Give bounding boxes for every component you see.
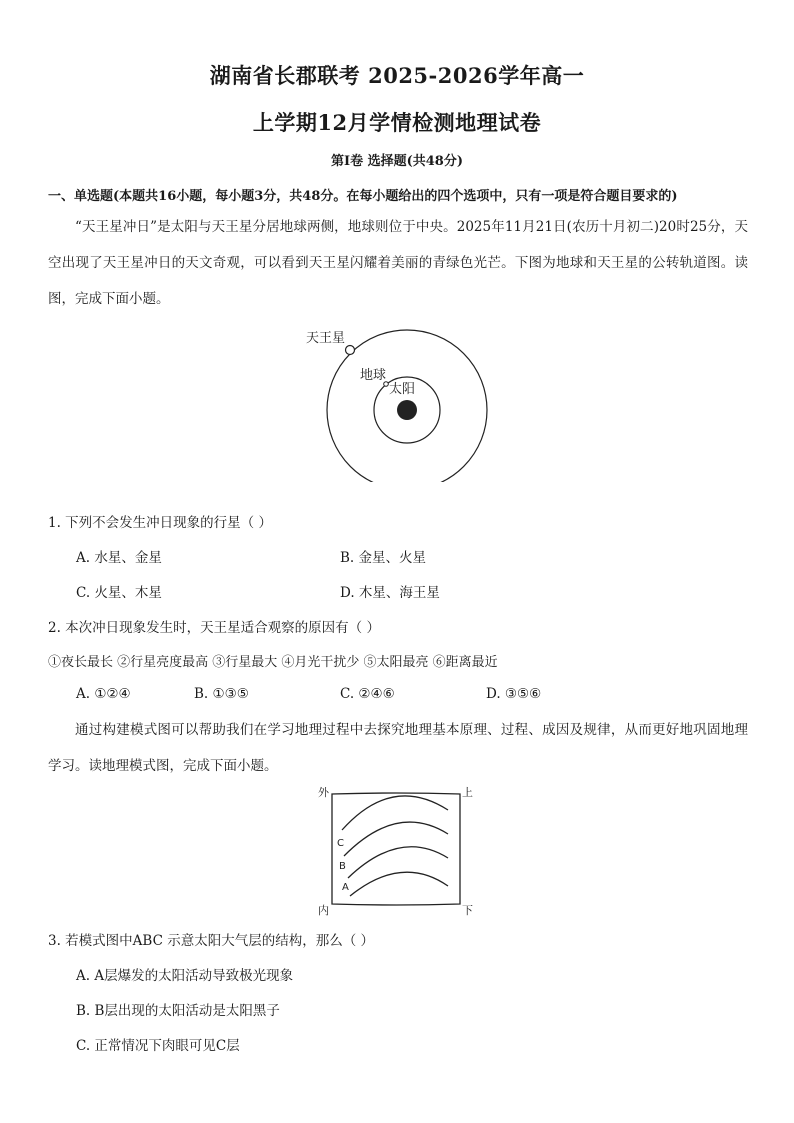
q1-option-c[interactable]: C. 火星、木星 <box>76 585 162 601</box>
question-1-stem: 1. 下列不会发生冲日现象的行星（ ） <box>48 515 272 531</box>
q1-option-d[interactable]: D. 木星、海王星 <box>340 585 440 601</box>
q2-option-a[interactable]: A. ①②④ <box>76 686 131 702</box>
passage-model-diagram: 通过构建模式图可以帮助我们在学习地理过程中去探究地理基本原理、过程、成因及规律，从而更好地巩固地理学习。读地理模式图，完成下面小题。 <box>48 722 748 774</box>
volume-subtitle: 第Ⅰ卷 选择题(共48分) <box>331 154 463 169</box>
sun-label: 太阳 <box>389 382 416 397</box>
corner-label-inner: 内 <box>318 904 329 917</box>
q3-option-c[interactable]: C. 正常情况下肉眼可见C层 <box>76 1038 240 1054</box>
q1-option-a[interactable]: A. 水星、金星 <box>76 550 162 566</box>
corner-label-up: 上 <box>462 786 473 799</box>
passage-uranus-opposition: “天王星冲日”是太阳与天王星分居地球两侧，地球则位于中央。2025年11月21日(农历十月初二)20时25分，天空出现了天王星冲日的天文奇观，可以看到天王星闪耀着美丽的青绿色光芒。下图为地球和天王星的公转轨道图。读图，完成下面小题。 <box>48 219 748 307</box>
section-heading: 一、单选题(本题共16小题，每小题3分，共48分。在每小题给出的四个选项中，只有一项是符合题目要求的) <box>48 189 678 204</box>
exam-title-line-1: 湖南省长郡联考 2025-2026学年高一 <box>209 63 585 88</box>
q1-option-b[interactable]: B. 金星、火星 <box>340 550 427 566</box>
arc-layer-a <box>350 872 448 896</box>
layer-label-b: B <box>339 861 346 872</box>
exam-title-line-2: 上学期12月学情检测地理试卷 <box>252 110 542 135</box>
uranus-marker <box>346 346 355 355</box>
question-2-stem: 2. 本次冲日现象发生时，天王星适合观察的原因有（ ） <box>48 620 380 636</box>
q2-option-d[interactable]: D. ③⑤⑥ <box>486 686 542 702</box>
q3-option-b[interactable]: B. B层出现的太阳活动是太阳黑子 <box>76 1003 280 1019</box>
earth-label: 地球 <box>360 368 387 383</box>
corner-label-outer: 外 <box>318 786 329 799</box>
model-diagram <box>312 782 482 918</box>
question-3-stem: 3. 若模式图中ABC 示意太阳大气层的结构，那么（ ） <box>48 933 375 949</box>
orbit-diagram <box>300 322 520 482</box>
uranus-label: 天王星 <box>306 331 346 346</box>
arc-layer-outer <box>342 796 448 830</box>
corner-label-down: 下 <box>462 904 473 917</box>
q2-reason-list: ①夜长最长 ②行星亮度最高 ③行星最大 ④月光干扰少 ⑤太阳最亮 ⑥距离最近 <box>48 655 498 670</box>
q3-option-a[interactable]: A. A层爆发的太阳活动导致极光现象 <box>76 968 294 984</box>
layer-label-c: C <box>337 838 344 849</box>
q2-option-c[interactable]: C. ②④⑥ <box>340 686 395 702</box>
sun-disc <box>397 400 417 420</box>
layer-label-a: A <box>342 882 349 893</box>
q2-option-b[interactable]: B. ①③⑤ <box>194 686 249 702</box>
